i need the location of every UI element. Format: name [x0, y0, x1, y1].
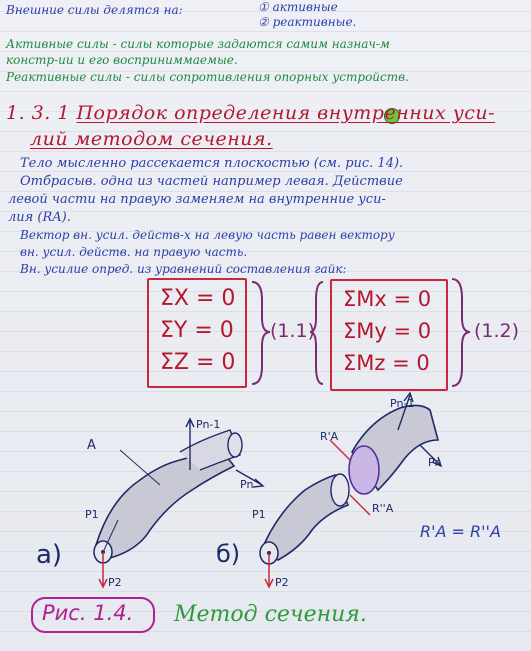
reactive-definition: Реактивные силы - силы сопротивления опорных устройств.	[6, 70, 409, 84]
section-title-2: лий методом сечения.	[30, 128, 273, 150]
equation-label-2: (1.2)	[474, 320, 520, 342]
body-line-5: Вектор вн. усил. действ-х на левую часть равен вектору	[20, 228, 395, 242]
label-RA-double-prime: R''A	[372, 502, 394, 515]
body-line-6: вн. усил. действ. на правую часть.	[20, 245, 248, 259]
equation-moment-y: ΣMy = 0	[343, 319, 432, 343]
caption-number: Рис. 1.4.	[42, 601, 134, 625]
label-Pn-a: Pn	[240, 478, 254, 491]
label-P1-b: P1	[252, 508, 266, 521]
section-title-1: Порядок определения внутренних уси-	[76, 102, 496, 124]
label-P2-b: P2	[275, 576, 289, 589]
active-definition-2: констр-ии и его восприниммаемые.	[6, 53, 238, 67]
label-figure-b: б)	[216, 540, 241, 568]
body-line-7: Вн. усилие опред. из уравнений составления гайк:	[20, 262, 347, 276]
brace-1-icon	[252, 282, 270, 384]
body-line-2: Отбрасыв. одна из частей например левая. Действие	[20, 174, 403, 189]
cut-section	[349, 446, 379, 494]
label-Pn-b: Pn	[428, 456, 442, 469]
brace-3-icon	[310, 282, 323, 384]
reaction-relation: R'A = R''A	[420, 522, 501, 541]
intro-item-active: ① активные	[258, 0, 338, 14]
equation-label-1: (1.1)	[270, 320, 316, 342]
label-A: A	[87, 438, 96, 453]
label-Pn1-b: Pn-1	[390, 397, 415, 410]
caption-title: Метод сечения.	[174, 602, 367, 627]
equation-sum-y: ΣY = 0	[160, 318, 234, 343]
label-RA-prime: R'A	[320, 430, 339, 443]
equation-sum-z: ΣZ = 0	[160, 350, 236, 375]
label-Pn1-a: Pn-1	[196, 418, 221, 431]
brace-2-icon	[452, 279, 470, 386]
equation-moment-z: ΣMz = 0	[343, 351, 430, 375]
intro-line: Внешние силы делятся на:	[6, 3, 183, 17]
equation-sum-x: ΣX = 0	[160, 286, 236, 311]
label-P1-a: P1	[85, 508, 99, 521]
equation-moment-x: ΣMx = 0	[343, 287, 432, 311]
body-line-4: лия (RA).	[8, 210, 71, 225]
label-P2-a: P2	[108, 576, 122, 589]
body-line-1: Тело мысленно рассекается плоскостью (см. рис. 14).	[20, 156, 404, 171]
intro-item-reactive: ② реактивные.	[258, 15, 357, 29]
section-number: 1. 3. 1	[6, 102, 70, 124]
body-line-3: левой части на правую заменяем на внутренние уси-	[8, 192, 386, 207]
active-definition-1: Активные силы - силы которые задаются самим назнач-м	[6, 37, 390, 51]
label-figure-a: а)	[36, 540, 63, 570]
